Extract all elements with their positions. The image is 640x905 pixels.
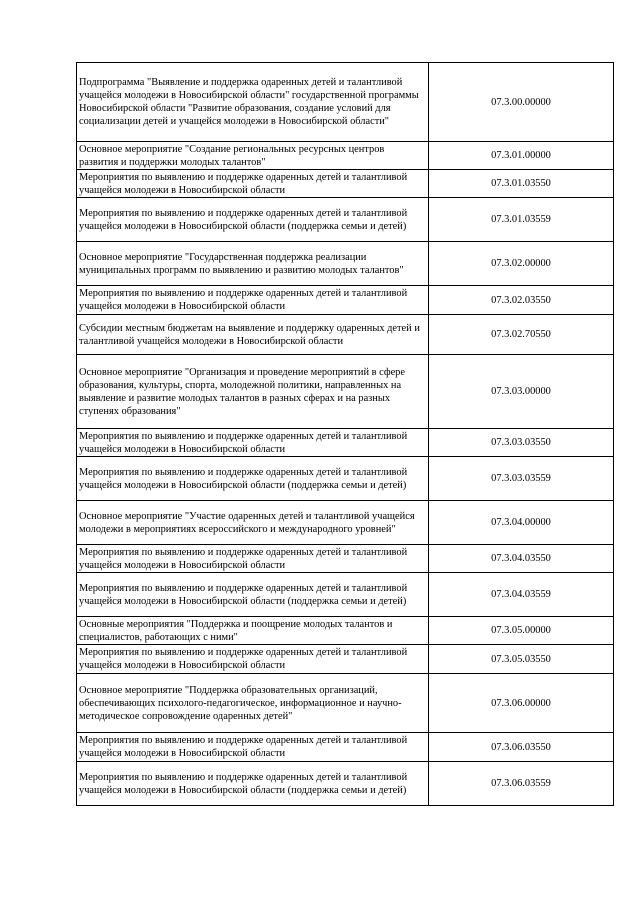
- row-name-cell: Мероприятия по выявлению и поддержке одаренных детей и талантливой учащейся молодежи в Новосибирской области (поддержка семьи и детей): [77, 573, 429, 617]
- row-code-cell: 07.3.02.03550: [429, 286, 614, 315]
- program-code-table: [76, 62, 614, 806]
- row-code-cell: 07.3.03.03550: [429, 429, 614, 457]
- row-code-cell: 07.3.03.03559: [429, 457, 614, 501]
- row-name-cell: Мероприятия по выявлению и поддержке одаренных детей и талантливой учащейся молодежи в Новосибирской области (поддержка семьи и детей): [77, 762, 429, 806]
- row-code-cell: 07.3.02.00000: [429, 242, 614, 286]
- row-name-cell: Субсидии местным бюджетам на выявление и поддержку одаренных детей и талантливой учащейся молодежи в Новосибирской области: [77, 315, 429, 355]
- row-code-cell: 07.3.04.00000: [429, 501, 614, 545]
- row-name-cell: Мероприятия по выявлению и поддержке одаренных детей и талантливой учащейся молодежи в Новосибирской области: [77, 429, 429, 457]
- row-name-cell: Мероприятия по выявлению и поддержке одаренных детей и талантливой учащейся молодежи в Новосибирской области: [77, 286, 429, 315]
- table-row: [77, 315, 614, 355]
- row-name-cell: Мероприятия по выявлению и поддержке одаренных детей и талантливой учащейся молодежи в Новосибирской области (поддержка семьи и детей): [77, 457, 429, 501]
- row-name-cell: Основное мероприятие "Поддержка образовательных организаций, обеспечивающих психолого-педагогическое, информационное и научно-методическое сопровождение одаренных детей": [77, 674, 429, 733]
- row-code-cell: 07.3.03.00000: [429, 355, 614, 429]
- table-row: [77, 573, 614, 617]
- row-code-cell: 07.3.01.03559: [429, 198, 614, 242]
- table-row: [77, 198, 614, 242]
- table-row: [77, 170, 614, 198]
- row-name-cell: Подпрограмма "Выявление и поддержка одаренных детей и талантливой учащейся молодежи в Новосибирской области" государственной программы Новосибирской области "Развитие образования, создание условий для социализации детей и учащейся молодежи в Новосибирской области": [77, 63, 429, 142]
- table-row: [77, 733, 614, 762]
- row-name-cell: Основные мероприятия "Поддержка и поощрение молодых талантов и специалистов, работающих с ними": [77, 617, 429, 645]
- row-name-cell: Мероприятия по выявлению и поддержке одаренных детей и талантливой учащейся молодежи в Новосибирской области: [77, 733, 429, 762]
- table-row: [77, 645, 614, 674]
- row-code-cell: 07.3.06.03550: [429, 733, 614, 762]
- row-name-cell: Основное мероприятие "Создание региональных ресурсных центров развития и поддержки молодых талантов": [77, 142, 429, 170]
- row-code-cell: 07.3.06.00000: [429, 674, 614, 733]
- row-code-cell: 07.3.04.03559: [429, 573, 614, 617]
- row-code-cell: 07.3.05.00000: [429, 617, 614, 645]
- row-code-cell: 07.3.02.70550: [429, 315, 614, 355]
- row-code-cell: 07.3.00.00000: [429, 63, 614, 142]
- table-row: [77, 617, 614, 645]
- table-row: [77, 545, 614, 573]
- row-code-cell: 07.3.06.03559: [429, 762, 614, 806]
- table-row: [77, 457, 614, 501]
- table-row: [77, 286, 614, 315]
- row-name-cell: Мероприятия по выявлению и поддержке одаренных детей и талантливой учащейся молодежи в Новосибирской области: [77, 545, 429, 573]
- row-code-cell: 07.3.01.03550: [429, 170, 614, 198]
- table-row: [77, 501, 614, 545]
- row-name-cell: Мероприятия по выявлению и поддержке одаренных детей и талантливой учащейся молодежи в Новосибирской области: [77, 170, 429, 198]
- row-name-cell: Основное мероприятие "Участие одаренных детей и талантливой учащейся молодежи в мероприятиях всероссийского и международного уровней": [77, 501, 429, 545]
- table-row: [77, 674, 614, 733]
- table-row: [77, 355, 614, 429]
- row-code-cell: 07.3.05.03550: [429, 645, 614, 674]
- table-row: [77, 242, 614, 286]
- row-name-cell: Мероприятия по выявлению и поддержке одаренных детей и талантливой учащейся молодежи в Новосибирской области (поддержка семьи и детей): [77, 198, 429, 242]
- row-name-cell: Мероприятия по выявлению и поддержке одаренных детей и талантливой учащейся молодежи в Новосибирской области: [77, 645, 429, 674]
- table-row: [77, 762, 614, 806]
- row-name-cell: Основное мероприятие "Государственная поддержка реализации муниципальных программ по выявлению и развитию молодых талантов": [77, 242, 429, 286]
- table-body: [77, 63, 614, 806]
- table-row: [77, 429, 614, 457]
- row-code-cell: 07.3.01.00000: [429, 142, 614, 170]
- row-code-cell: 07.3.04.03550: [429, 545, 614, 573]
- row-name-cell: Основное мероприятие "Организация и проведение мероприятий в сфере образования, культуры, спорта, молодежной политики, направленных на выявление и развитие молодых талантов в разных сферах и на разных ступенях образования": [77, 355, 429, 429]
- table-row: [77, 63, 614, 142]
- table-row: [77, 142, 614, 170]
